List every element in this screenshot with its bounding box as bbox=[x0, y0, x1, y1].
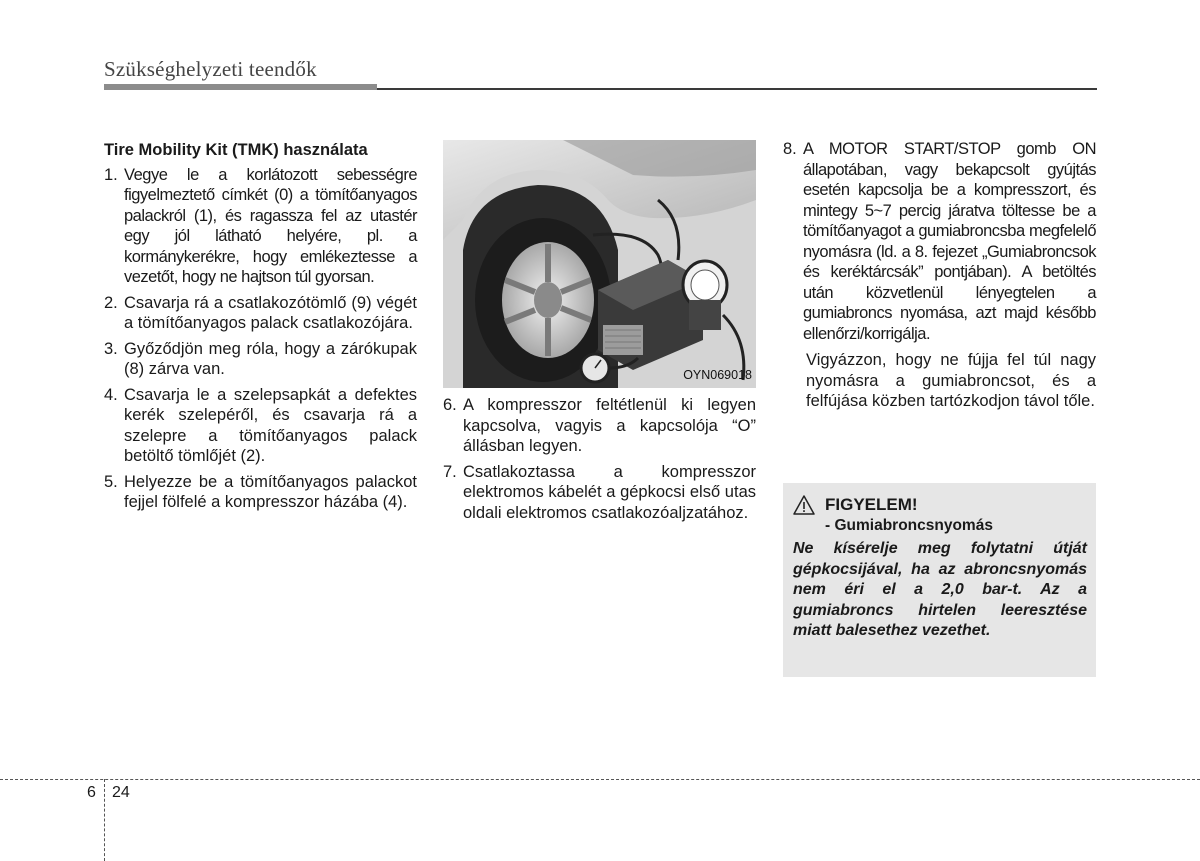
step-number: 7. bbox=[443, 462, 457, 481]
tmk-illustration bbox=[443, 140, 756, 388]
right-column bbox=[783, 139, 1096, 412]
step-item bbox=[104, 385, 417, 467]
warning-subtitle: - Gumiabroncsnyomás bbox=[825, 517, 993, 534]
steps-list-left bbox=[104, 165, 417, 513]
header-rule-thin bbox=[377, 88, 1097, 90]
step-number: 2. bbox=[104, 293, 118, 312]
steps-list-middle bbox=[443, 395, 756, 523]
figure-code: OYN069018 bbox=[683, 368, 752, 382]
step-number: 3. bbox=[104, 339, 118, 358]
step-item bbox=[443, 462, 756, 524]
step-item bbox=[443, 395, 756, 457]
warning-header bbox=[793, 495, 1087, 515]
warning-triangle-icon bbox=[793, 495, 815, 515]
step-number: 1. bbox=[104, 165, 118, 184]
warning-title: FIGYELEM! bbox=[825, 495, 918, 514]
warning-box bbox=[783, 483, 1096, 677]
step-item bbox=[104, 339, 417, 380]
step-text: Győződjön meg róla, hogy a zárókupak (8) zárva van. bbox=[124, 339, 417, 378]
step-number: 8. bbox=[783, 140, 797, 158]
step-text: A kompresszor feltétlenül ki legyen kapcsolva, vagyis a kapcsolója “O” állásban legyen. bbox=[463, 396, 756, 455]
step-text: Csavarja le a szelepsapkát a defektes kerék szelepéről, és csavarja rá a szelepre a tömítőanyagos palack betöltő tömlőjét (2). bbox=[124, 385, 417, 465]
section-heading: Tire Mobility Kit (TMK) használata bbox=[104, 141, 368, 159]
step-text: Csatlakoztassa a kompresszor elektromos kábelét a gépkocsi első utas oldali elektromos csatlakozóaljzatához. bbox=[463, 462, 756, 522]
header-rule-thick bbox=[104, 84, 377, 90]
footer-divider bbox=[0, 779, 1200, 780]
step-note: Vigyázzon, hogy ne fújja fel túl nagy nyomásra a gumiabroncsot, és a felfújása közben tartózkodjon távol tőle. bbox=[806, 351, 1096, 410]
warning-body: Ne kísérelje meg folytatni útját gépkocsijával, ha az abroncsnyomás nem éri el a 2,0 bar-t. Az a gumiabroncs hirtelen leeresztése miatt balesethez vezethet. bbox=[793, 540, 1087, 639]
step-item bbox=[104, 293, 417, 334]
page-header-title: Szükséghelyzeti teendők bbox=[104, 57, 317, 81]
page-number: 24 bbox=[112, 784, 130, 801]
middle-column bbox=[443, 395, 756, 528]
step-text: Vegye le a korlátozott sebességre figyelmeztető címkét (0) a tömítőanyagos palackról (1), és ragassza fel az utastér egy jól látható helyére, pl. a kormánykerékre, hogy emlékeztesse a vezetőt, hogy ne hajtson túl gyorsan. bbox=[124, 165, 417, 286]
step-text: A MOTOR START/STOP gomb ON állapotában, vagy bekapcsolt gyújtás esetén kapcsolja be a kompresszort, és mintegy 5~7 percig járatva töltesse be a tömítőanyagot a gumiabroncsba megfelelő nyomásra (ld. a 8. fejezet „Gumiabroncsok és keréktárcsák” pontjában). A betöltés után közvetlenül lényegtelen a gumiabroncs nyomása, azt majd később ellenőrzi/korrigálja. bbox=[803, 140, 1096, 343]
step-number: 6. bbox=[443, 396, 457, 414]
page-chapter-number: 6 bbox=[87, 784, 96, 801]
step-text: Csavarja rá a csatlakozótömlő (9) végét a tömítőanyagos palack csatlakozójára. bbox=[124, 293, 417, 332]
steps-list-right bbox=[783, 139, 1096, 344]
tire-compressor-illustration bbox=[443, 140, 756, 388]
footer-vertical-divider bbox=[104, 779, 105, 861]
step-number: 4. bbox=[104, 385, 118, 404]
step-item bbox=[783, 139, 1096, 344]
step-text: Helyezze be a tömítőanyagos palackot fejjel fölfelé a kompresszor házába (4). bbox=[124, 472, 417, 511]
step-number: 5. bbox=[104, 472, 118, 491]
step-item bbox=[104, 165, 417, 288]
left-column bbox=[104, 140, 417, 518]
step-item bbox=[104, 472, 417, 513]
